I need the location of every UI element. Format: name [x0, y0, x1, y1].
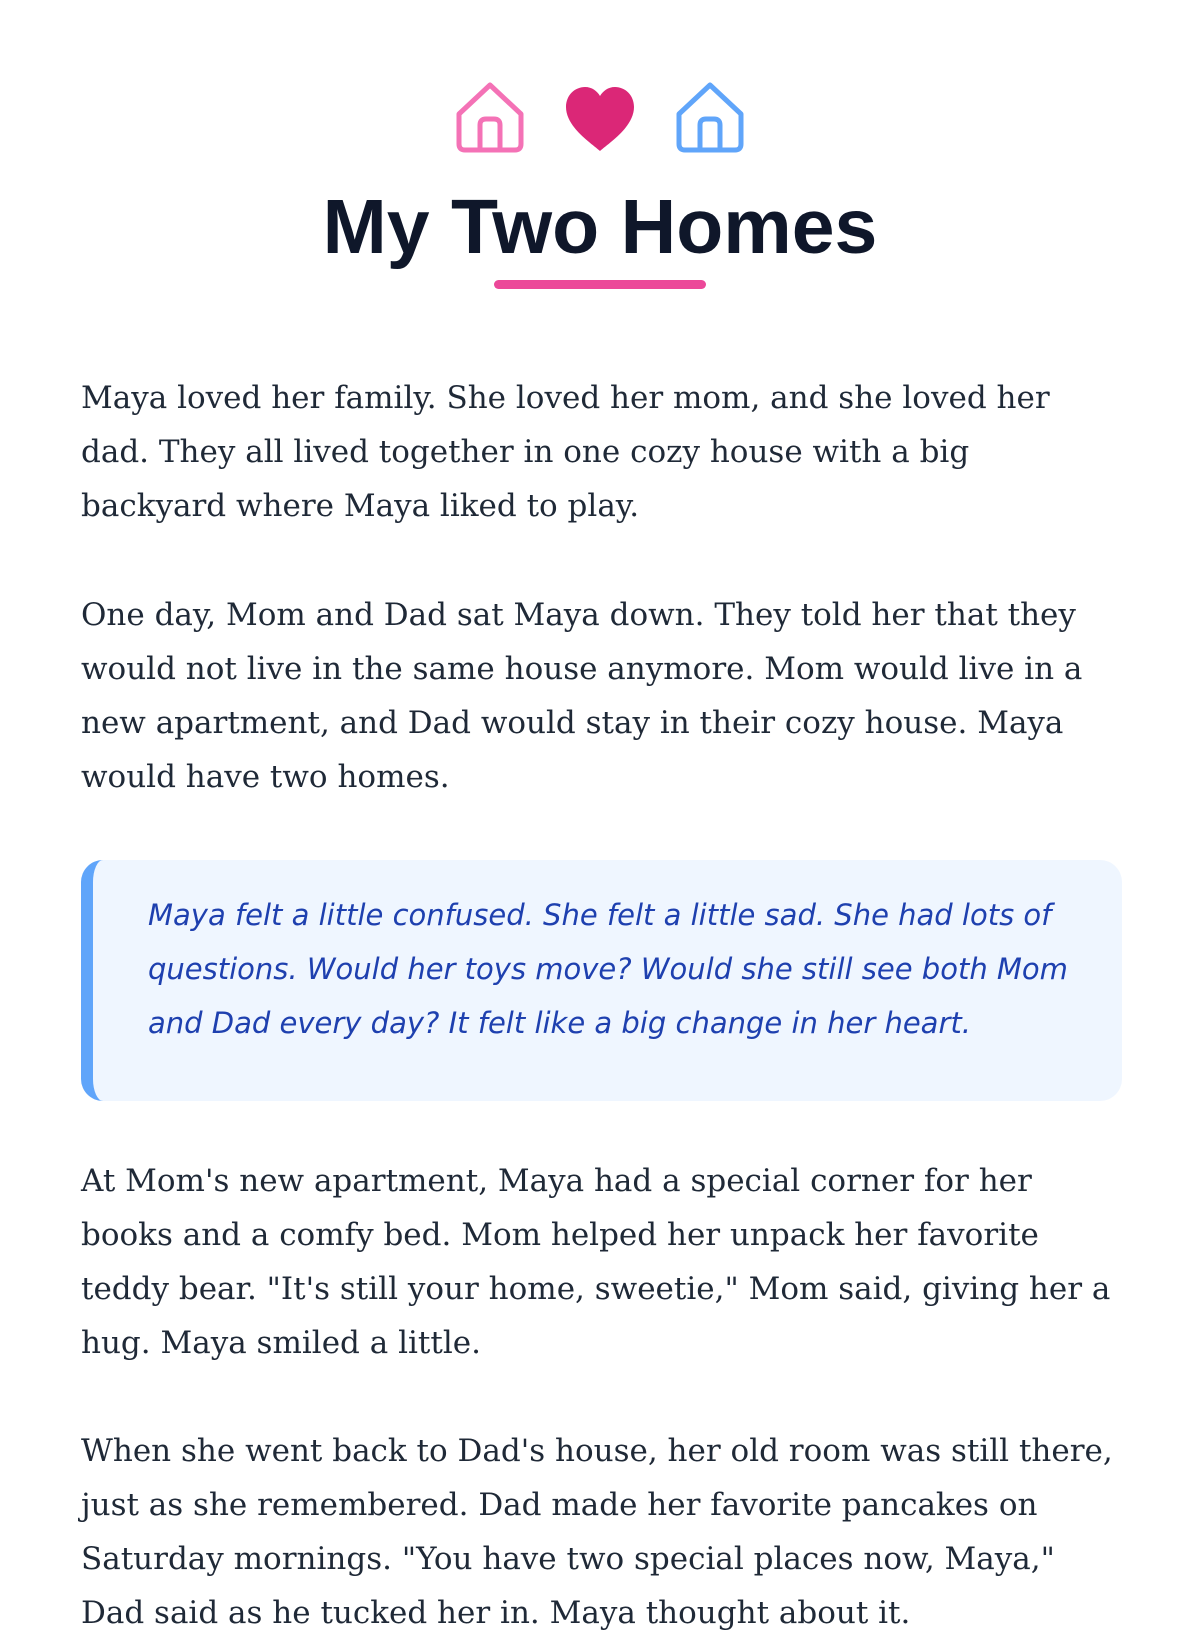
title-underline [494, 280, 706, 289]
story-paragraph: At Mom's new apartment, Maya had a special corner for her books and a comfy bed. Mom helped her unpack her favorite teddy bear. "It's still your home, sweetie," Mom said, giving her a hug. Maya smiled a little. [81, 1163, 1111, 1361]
story-paragraph: Maya loved her family. She loved her mom, and she loved her dad. They all lived together in one cozy house with a big backyard where Maya liked to play. [81, 380, 1050, 524]
story-paragraph: When she went back to Dad's house, her old room was still there, just as she remembered. Dad made her favorite pancakes on Saturday mornings. "You have two special places now, Maya," Dad said as he tucked her in. Maya thought about it. [81, 1433, 1113, 1631]
heart-icon [563, 80, 637, 156]
header-icons [0, 80, 1200, 156]
story-paragraph: One day, Mom and Dad sat Maya down. They told her that they would not live in the same house anymore. Mom would live in a new apartment, and Dad would stay in their cozy house. Maya would have two homes. [81, 597, 1083, 795]
feelings-callout [81, 860, 1122, 1101]
house-icon [673, 80, 747, 156]
callout-text: Maya felt a little confused. She felt a little sad. She had lots of questions. Would her toys move? Would she still see both Mom and Dad every day? It felt like a big change in her heart. [148, 898, 1068, 1040]
page-title: My Two Homes [322, 184, 878, 270]
house-icon [453, 80, 527, 156]
